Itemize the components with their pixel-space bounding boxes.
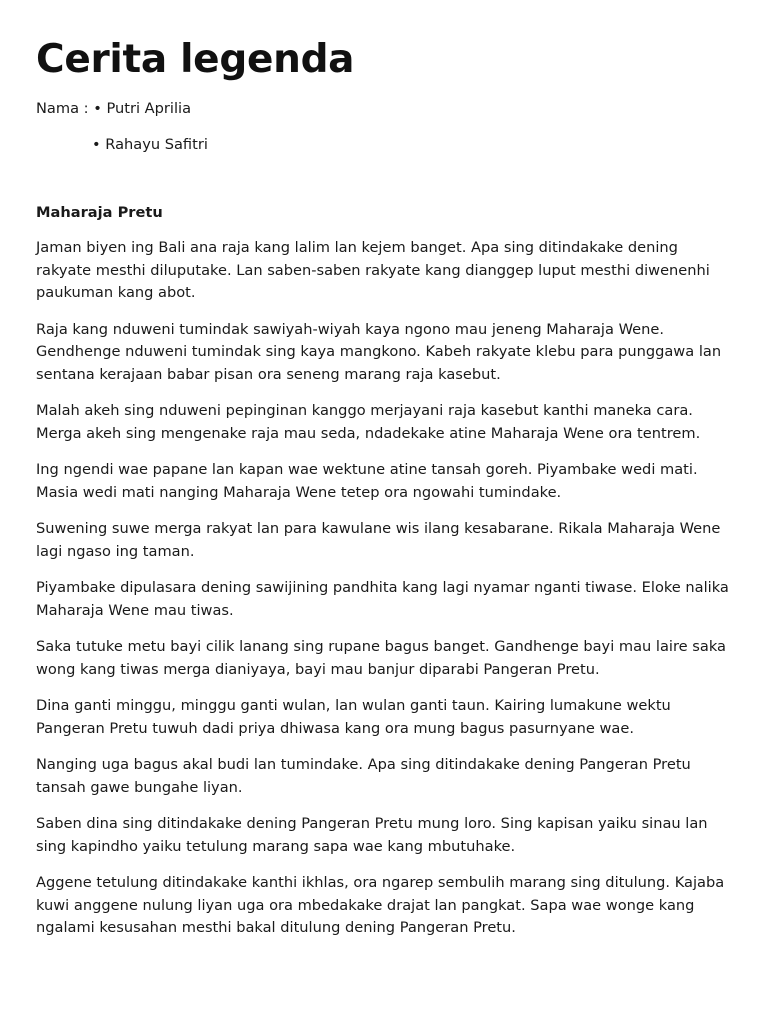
story-body — [36, 237, 732, 940]
name-line-1: Nama : • Putri Aprilia — [36, 100, 192, 117]
paragraph: Piyambake dipulasara dening sawijining pandhita kang lagi nyamar nganti tiwase. Eloke nalika Maharaja Wene mau tiwas. — [36, 579, 729, 619]
paragraph: Aggene tetulung ditindakake kanthi ikhlas, ora ngarep sembulih marang sing ditulung. Kajaba kuwi anggene nulung liyan uga ora mbedakake drajat lan pangkat. Sapa wae wonge kang ngalami kesusahan mesthi bakal ditulung dening Pangeran Pretu. — [36, 874, 725, 936]
paragraph: Ing ngendi wae papane lan kapan wae wektune atine tansah goreh. Piyambake wedi mati. Masia wedi mati nanging Maharaja Wene tetep ora ngowahi tumindake. — [36, 461, 698, 501]
document-title: Cerita legenda — [36, 37, 355, 82]
paragraph: Saka tutuke metu bayi cilik lanang sing rupane bagus banget. Gandhenge bayi mau laire saka wong kang tiwas merga dianiyaya, bayi mau banjur diparabi Pangeran Pretu. — [36, 638, 726, 678]
paragraph: Nanging uga bagus akal budi lan tumindake. Apa sing ditindakake dening Pangeran Pretu tansah gawe bungahe liyan. — [36, 756, 691, 796]
paragraph: Suwening suwe merga rakyat lan para kawulane wis ilang kesabarane. Rikala Maharaja Wene lagi ngaso ing taman. — [36, 520, 721, 560]
paragraph: Jaman biyen ing Bali ana raja kang lalim lan kejem banget. Apa sing ditindakake dening rakyate mesthi diluputake. Lan saben-saben rakyate kang dianggep luput mesthi diwenenhi paukuman kang abot. — [36, 239, 710, 301]
paragraph: Malah akeh sing nduweni pepinginan kanggo merjayani raja kasebut kanthi maneka cara. Merga akeh sing mengenake raja mau seda, ndadekake atine Maharaja Wene ora tentrem. — [36, 402, 701, 442]
paragraph: Raja kang nduweni tumindak sawiyah-wiyah kaya ngono mau jeneng Maharaja Wene. Gendhenge nduweni tumindak sing kaya mangkono. Kabeh rakyate klebu para punggawa lan sentana kerajaan babar pisan ora seneng marang raja kasebut. — [36, 320, 722, 383]
paragraph: Dina ganti minggu, minggu ganti wulan, lan wulan ganti taun. Kairing lumakune wektu Pangeran Pretu tuwuh dadi priya dhiwasa kang ora mung bagus pasurnyane wae. — [36, 697, 671, 737]
story-heading: Maharaja Pretu — [36, 204, 163, 221]
name-line-2: • Rahayu Safitri — [92, 136, 208, 153]
paragraph: Saben dina sing ditindakake dening Pangeran Pretu mung loro. Sing kapisan yaiku sinau lan sing kapindho yaiku tetulung marang sapa wae kang mbutuhake. — [36, 815, 708, 855]
